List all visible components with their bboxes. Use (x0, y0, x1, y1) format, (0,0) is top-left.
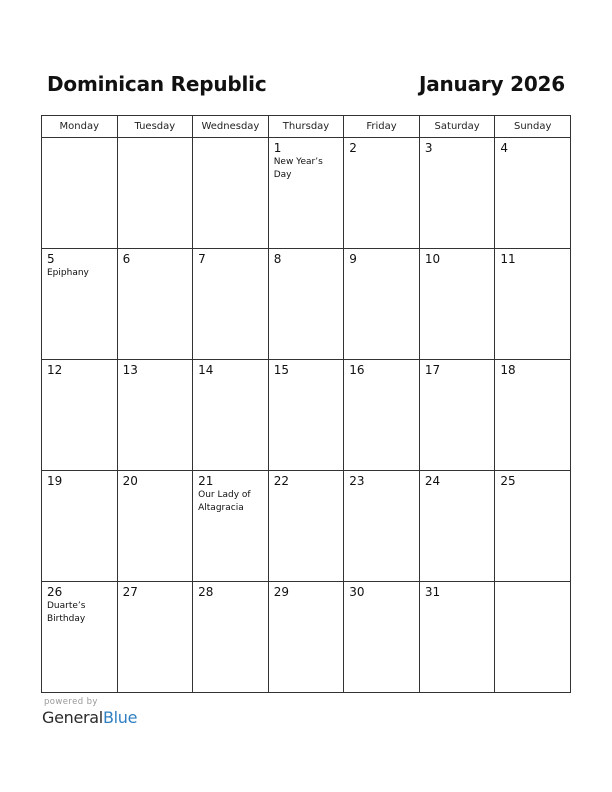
day-number: 6 (122, 252, 131, 266)
day-cell (117, 138, 193, 249)
holiday-label (193, 599, 268, 600)
day-number: 28 (198, 585, 214, 599)
day-number: 3 (424, 141, 433, 155)
day-cell (495, 360, 571, 471)
holiday-label (344, 155, 419, 156)
weekday-saturday: Saturday (419, 116, 495, 138)
day-number: 13 (122, 363, 138, 377)
weekday-monday: Monday (42, 116, 118, 138)
day-cell (495, 471, 571, 582)
holiday-label (42, 141, 117, 142)
holiday-label (118, 488, 193, 489)
day-number: 25 (500, 474, 516, 488)
day-number: 1 (273, 141, 282, 155)
day-number: 23 (349, 474, 365, 488)
holiday-label (495, 585, 570, 586)
holiday-label (420, 266, 495, 267)
weekday-friday: Friday (344, 116, 420, 138)
day-cell (193, 249, 269, 360)
weekday-header-row (42, 116, 571, 138)
day-number: 20 (122, 474, 138, 488)
holiday-label (42, 377, 117, 378)
day-cell (344, 360, 420, 471)
weekday-sunday: Sunday (495, 116, 571, 138)
holiday-label (344, 488, 419, 489)
holiday-label (269, 377, 344, 378)
day-cell (344, 582, 420, 693)
week-row (42, 249, 571, 360)
day-number: 30 (349, 585, 365, 599)
day-number: 10 (424, 252, 441, 266)
day-cell (419, 471, 495, 582)
day-cell (419, 249, 495, 360)
weekday-wednesday: Wednesday (193, 116, 269, 138)
day-number: 12 (47, 363, 63, 377)
day-cell (193, 471, 269, 582)
day-cell (495, 138, 571, 249)
holiday-label (118, 599, 193, 600)
holiday-label (118, 377, 193, 378)
day-number: 22 (273, 474, 289, 488)
holiday-label (193, 377, 268, 378)
weekday-tuesday: Tuesday (117, 116, 193, 138)
day-cell (193, 582, 269, 693)
week-row (42, 138, 571, 249)
holiday-label (344, 266, 419, 267)
day-cell (344, 249, 420, 360)
day-number: 17 (424, 363, 441, 377)
day-cell (117, 360, 193, 471)
day-number: 8 (273, 252, 282, 266)
day-cell (42, 360, 118, 471)
day-cell (268, 249, 344, 360)
day-cell (117, 249, 193, 360)
day-number: 31 (424, 585, 441, 599)
day-cell (117, 471, 193, 582)
month-year-title: January 2026 (418, 72, 565, 96)
day-number: 27 (122, 585, 138, 599)
holiday-label (118, 266, 193, 267)
day-number: 21 (198, 474, 214, 488)
powered-by-text: powered by (44, 697, 98, 707)
day-number: 15 (273, 363, 289, 377)
holiday-label: Epiphany (47, 268, 89, 278)
holiday-label (495, 266, 570, 267)
day-cell (344, 471, 420, 582)
day-cell (193, 138, 269, 249)
calendar-grid (41, 115, 571, 693)
day-cell (268, 138, 344, 249)
day-cell (344, 138, 420, 249)
day-number: 18 (500, 363, 516, 377)
day-cell (42, 471, 118, 582)
holiday-label: New Year’s Day (273, 157, 323, 180)
day-number: 5 (47, 252, 55, 266)
week-row (42, 360, 571, 471)
day-number: 26 (47, 585, 63, 599)
holiday-label (193, 141, 268, 142)
country-title: Dominican Republic (47, 72, 267, 96)
logo-general-text: General (42, 708, 103, 727)
holiday-label (193, 266, 268, 267)
day-number: 29 (273, 585, 289, 599)
holiday-label (344, 599, 419, 600)
day-number: 4 (500, 141, 509, 155)
holiday-label (269, 488, 344, 489)
day-number: 16 (349, 363, 365, 377)
generalblue-logo[interactable] (42, 708, 137, 727)
holiday-label (495, 488, 570, 489)
day-cell (42, 582, 118, 693)
week-row (42, 471, 571, 582)
holiday-label (495, 377, 570, 378)
holiday-label: Duarte’s Birthday (47, 601, 86, 624)
day-cell (193, 360, 269, 471)
holiday-label (420, 155, 495, 156)
holiday-label (269, 266, 344, 267)
holiday-label (420, 488, 495, 489)
holiday-label (269, 599, 344, 600)
logo-blue-text: Blue (102, 708, 138, 727)
day-cell (268, 360, 344, 471)
day-cell (495, 582, 571, 693)
week-row (42, 582, 571, 693)
day-number: 7 (198, 252, 206, 266)
day-number: 14 (198, 363, 214, 377)
day-cell (117, 582, 193, 693)
day-number: 9 (349, 252, 357, 266)
holiday-label: Our Lady of Altagracia (198, 490, 251, 513)
day-cell (268, 471, 344, 582)
day-number: 11 (500, 252, 516, 266)
day-cell (495, 249, 571, 360)
holiday-label (420, 377, 495, 378)
holiday-label (495, 155, 570, 156)
holiday-label (420, 599, 495, 600)
holiday-label (118, 141, 193, 142)
day-cell (419, 138, 495, 249)
day-cell (42, 249, 118, 360)
holiday-label (344, 377, 419, 378)
day-cell (268, 582, 344, 693)
day-number: 2 (349, 141, 357, 155)
day-number: 24 (424, 474, 441, 488)
day-cell (42, 138, 118, 249)
day-cell (419, 582, 495, 693)
day-number: 19 (47, 474, 63, 488)
weekday-thursday: Thursday (268, 116, 344, 138)
holiday-label (42, 488, 117, 489)
day-cell (419, 360, 495, 471)
